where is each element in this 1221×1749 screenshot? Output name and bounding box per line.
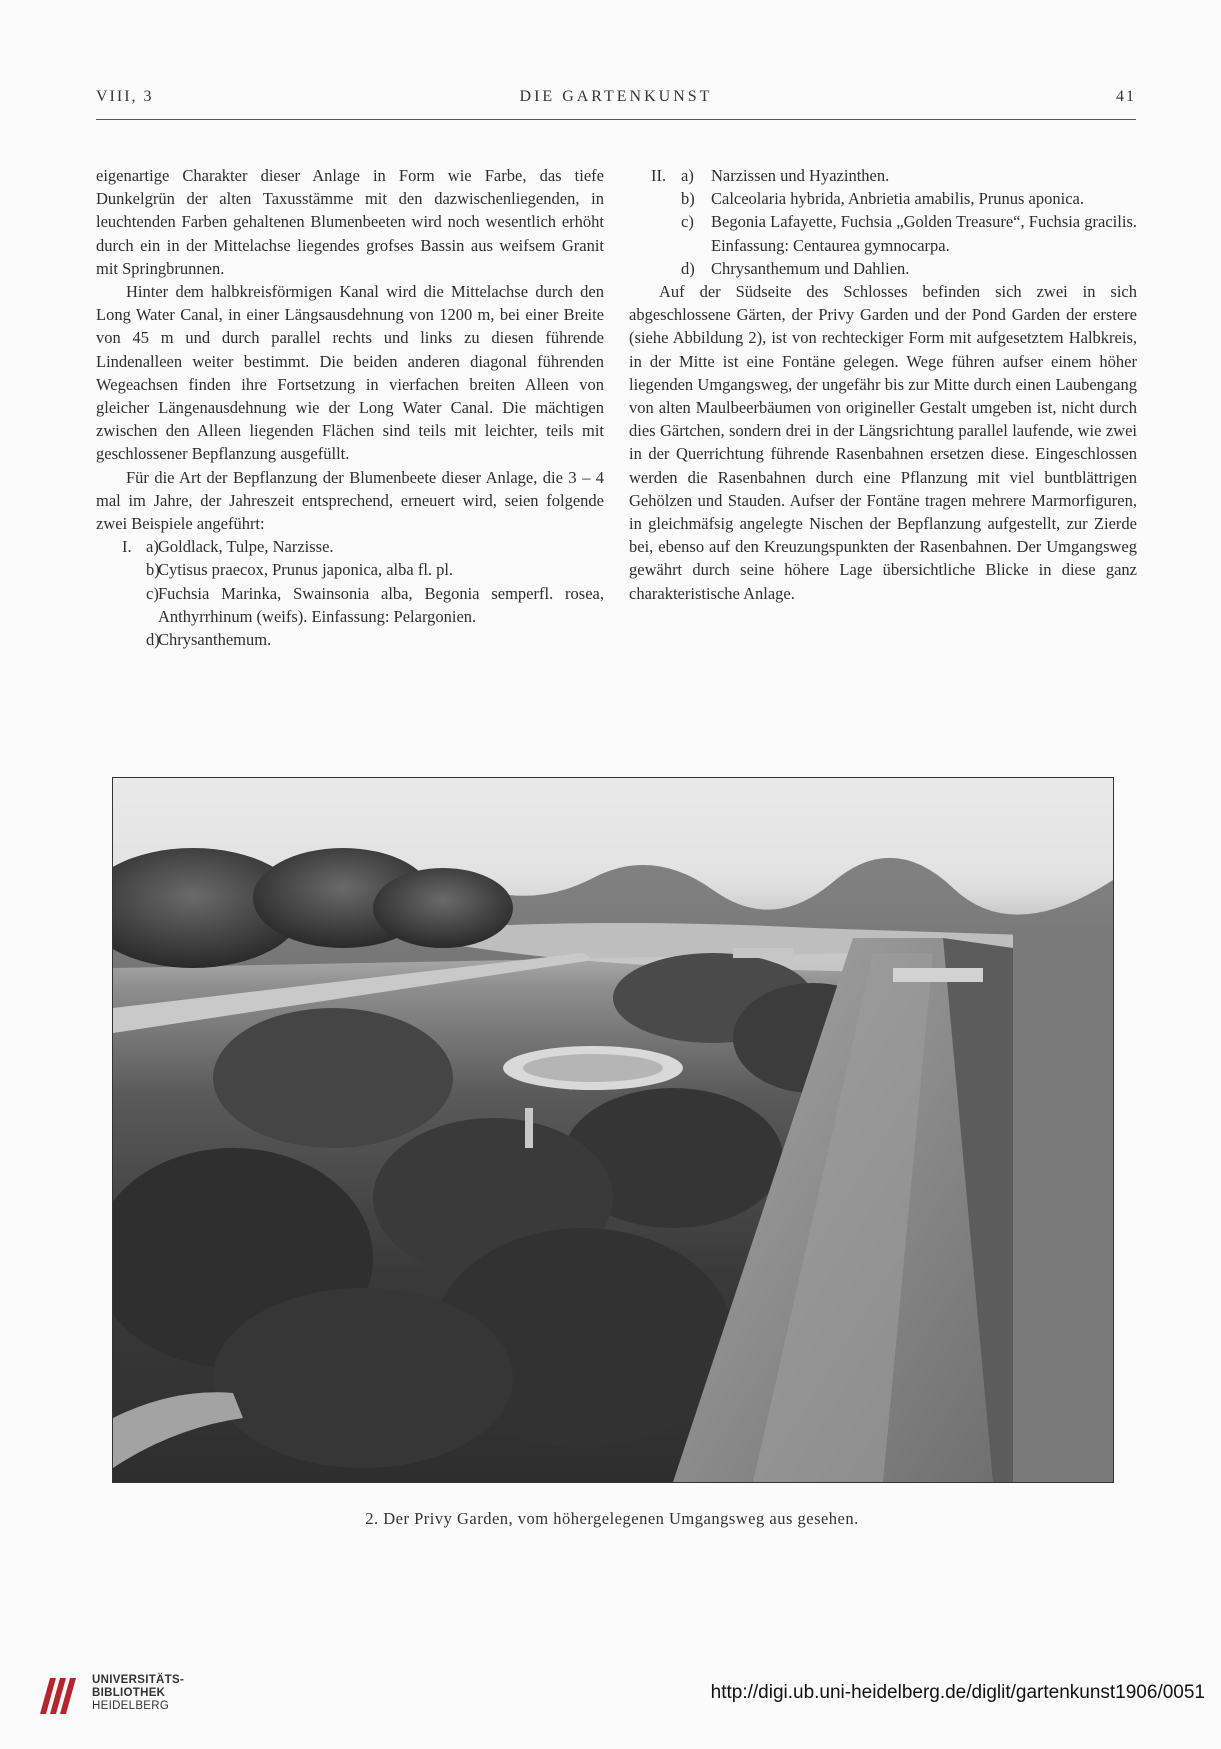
library-logo-icon — [36, 1672, 80, 1718]
list-text: Begonia Lafayette, Fuchsia „Golden Treasure“, Fuchsia gracilis. Einfassung: Centaurea gymnocarpa. — [711, 212, 1137, 255]
list-text: Goldlack, Tulpe, Narzisse. — [158, 537, 334, 557]
list-letter: b) — [681, 189, 695, 209]
library-footer — [0, 1656, 1221, 1749]
intro-paragraph: eigenartige Charakter dieser Anlage in Form wie Farbe, das tiefe Dunkelgrün der alten Taxusstämme mit den dazwischenliegenden, in leuchtenden Farben gehaltenen Blumenbeeten wird noch wesentlich erhöht durch ein in der Mittelachse liegendes grofses Bassin aus weifsem Granit mit Springbrunnen. — [96, 166, 604, 278]
garden-photograph — [112, 777, 1114, 1483]
paragraph-canal: Hinter dem halbkreisförmigen Kanal wird die Mittelachse durch den Long Water Canal, in einer Längsausdehnung von 1200 m, bei einer Breite von 45 m und durch parallel rechts und links zu diesen führende Lindenalleen weiter bestimmt. Die beiden anderen diagonal führenden Wegeachsen finden ihre Fortsetzung in vierfachen breiten Alleen von gleicher Längenausdehnung wie der Long Water Canal. Die mächtigen zwischen den Alleen liegenden Flächen sind teils mit leichter, teils mit geschlossener Bepflanzung ausgefüllt. — [96, 282, 604, 464]
list-letter: b) — [146, 560, 160, 580]
library-line-1: UNIVERSITÄTS- — [92, 1674, 185, 1686]
planting-list-2 — [629, 164, 1137, 280]
list-text: Fuchsia Marinka, Swainsonia alba, Begonia semperfl. rosea, Anthyrrhinum (weifs). Einfassung: Pelargonien. — [158, 583, 604, 626]
list-numeral: I. — [122, 537, 132, 557]
list-item — [629, 164, 1137, 187]
list-letter: a) — [681, 166, 694, 185]
list-text: Calceolaria hybrida, Anbrietia amabilis, Prunus aponica. — [711, 189, 1084, 209]
list-letter: d) — [146, 630, 160, 650]
source-url[interactable]: http://digi.ub.uni-heidelberg.de/diglit/gartenkunst1906/0051 — [710, 1682, 1205, 1703]
list-item — [96, 535, 604, 558]
paragraph-privy-garden: Auf der Südseite des Schlosses befinden sich zwei in sich abgeschlossene Gärten, der Privy Garden und der Pond Garden der erstere (siehe Abbildung 2), ist von rechteckiger Form mit aufgesetztem Halbkreis, in der Mitte ist eine Fontäne gelegen. Wege führen aufser einem höher liegenden Umgangsweg, der ungefähr bis zur Mitte durch einen Laubengang von alten Maulbeerbäumen von origineller Gestalt umgeben ist, nicht durch dies Gärtchen, sondern drei in der Längsrichtung parallel laufende, wie zwei in der Querrichtung führende Rasenbahnen ersetzen diese. Eingeschlossen werden die Rasenbahnen durch eine Pflanzung mit viel buntblättrigen Gehölzen und Stauden. Aufser der Fontäne tragen mehrere Marmorfiguren, in gleichmäfsig angelegte Nischen der Bepflanzung aufgestellt, zur Zierde bei, ebenso auf den Kreuzungspunkten der Rasenbahnen. Der Umgangsweg gewährt durch seine höhere Lage übersichtliche Blicke in diese ganz charakteristische Anlage. — [629, 282, 1137, 603]
left-column — [96, 164, 604, 651]
list-item — [96, 582, 604, 628]
journal-title: DIE GARTENKUNST — [519, 88, 713, 105]
list-letter: c) — [681, 212, 694, 232]
right-column — [629, 164, 1137, 605]
list-item — [629, 257, 1137, 280]
library-line-2: BIBLIOTHEK — [92, 1687, 166, 1699]
list-item — [629, 187, 1137, 210]
planting-list-1 — [96, 535, 604, 651]
photo-illustration — [113, 778, 1113, 1482]
header-rule — [96, 119, 1136, 120]
list-letter: d) — [681, 258, 695, 278]
list-text: Cytisus praecox, Prunus japonica, alba fl. pl. — [158, 560, 454, 580]
paragraph-planting: Für die Art der Bepflanzung der Blumenbeete dieser Anlage, die 3 – 4 mal im Jahre, der Jahreszeit entsprechend, erneuert wird, seien folgende zwei Beispiele angeführt: — [96, 467, 604, 534]
volume-number: VIII, 3 — [96, 88, 154, 105]
list-text: Narzissen und Hyazinthen. — [711, 166, 890, 185]
list-letter: c) — [146, 583, 159, 603]
list-item — [629, 210, 1137, 256]
list-text: Chrysanthemum. — [158, 630, 272, 650]
list-item — [96, 558, 604, 581]
list-numeral: II. — [651, 166, 667, 185]
running-header — [96, 84, 1136, 114]
figure-caption: 2. Der Privy Garden, vom höhergelegenen Umgangsweg aus gesehen. — [365, 1509, 859, 1528]
library-name — [92, 1674, 184, 1713]
list-text: Chrysanthemum und Dahlien. — [711, 258, 910, 278]
page-number: 41 — [1116, 88, 1136, 105]
library-line-3: HEIDELBERG — [92, 1700, 170, 1712]
list-letter: a) — [146, 537, 159, 557]
list-item — [96, 628, 604, 651]
